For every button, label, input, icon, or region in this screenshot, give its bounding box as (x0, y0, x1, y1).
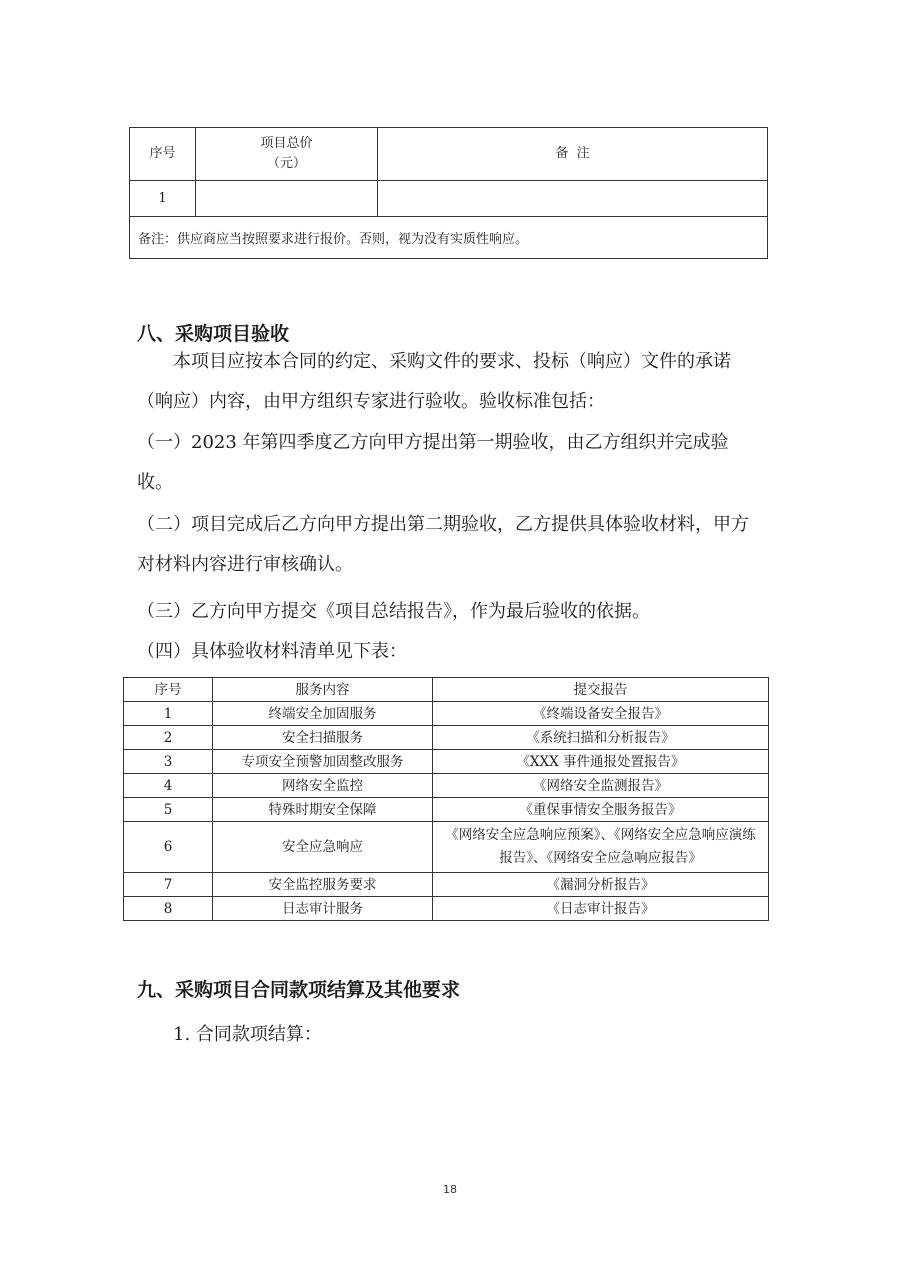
row-service: 安全应急响应 (213, 822, 433, 873)
table-row (124, 897, 769, 921)
row-report: 《网络安全应急响应预案》、《网络安全应急响应演练报告》、《网络安全应急响应报告》 (433, 822, 769, 873)
header-index: 序号 (130, 128, 196, 181)
price-table (129, 127, 768, 259)
section9-title: 九、采购项目合同款项结算及其他要求 (137, 979, 461, 1001)
row-index: 7 (124, 873, 213, 897)
row-service: 终端安全加固服务 (213, 702, 433, 726)
section9-sub1: 1. 合同款项结算： (173, 1024, 322, 1045)
acceptance-table (123, 677, 769, 921)
table-row (124, 873, 769, 897)
row-service: 安全扫描服务 (213, 726, 433, 750)
row-report: 《重保事情安全服务报告》 (433, 798, 769, 822)
acceptance-item-4: （四）具体验收材料清单见下表： (137, 641, 407, 662)
row-index: 6 (124, 822, 213, 873)
table-row (124, 798, 769, 822)
row-report: 《终端设备安全报告》 (433, 702, 769, 726)
section8-intro: 本项目应按本合同的约定、采购文件的要求、投标（响应）文件的承诺（响应）内容，由甲方组织专家进行验收。验收标准包括： (137, 351, 731, 412)
row-service: 特殊时期安全保障 (213, 798, 433, 822)
row-report: 《日志审计报告》 (433, 897, 769, 921)
row-index: 8 (124, 897, 213, 921)
header-report: 提交报告 (433, 678, 769, 702)
row-report: 《系统扫描和分析报告》 (433, 726, 769, 750)
header-index: 序号 (124, 678, 213, 702)
row-service: 网络安全监控 (213, 774, 433, 798)
table-header-row (124, 678, 769, 702)
acceptance-item-1: （一）2023 年第四季度乙方向甲方提出第一期验收，由乙方组织并完成验收。 (137, 432, 729, 493)
table-row (124, 822, 769, 873)
row-remarks (378, 181, 768, 217)
row-index: 2 (124, 726, 213, 750)
table-row (124, 750, 769, 774)
row-index: 4 (124, 774, 213, 798)
header-total-price: 项目总价 （元） (196, 128, 378, 181)
section8-title: 八、采购项目验收 (137, 323, 290, 345)
page-number: 18 (443, 1183, 457, 1196)
row-service: 专项安全预警加固整改服务 (213, 750, 433, 774)
table-row (124, 774, 769, 798)
acceptance-item-2: （二）项目完成后乙方向甲方提出第二期验收，乙方提供具体验收材料，甲方对材料内容进行审核确认。 (137, 514, 749, 575)
row-report: 《漏洞分析报告》 (433, 873, 769, 897)
header-service: 服务内容 (213, 678, 433, 702)
table-row (124, 726, 769, 750)
header-remarks: 备 注 (378, 128, 768, 181)
row-service: 安全监控服务要求 (213, 873, 433, 897)
row-index: 5 (124, 798, 213, 822)
row-total (196, 181, 378, 217)
row-report: 《XXX 事件通报处置报告》 (433, 750, 769, 774)
row-index: 3 (124, 750, 213, 774)
row-service: 日志审计服务 (213, 897, 433, 921)
price-note: 备注：供应商应当按照要求进行报价。否则，视为没有实质性响应。 (130, 217, 768, 259)
table-row (124, 702, 769, 726)
row-index: 1 (130, 181, 196, 217)
row-index: 1 (124, 702, 213, 726)
row-report: 《网络安全监测报告》 (433, 774, 769, 798)
acceptance-item-3: （三）乙方向甲方提交《项目总结报告》，作为最后验收的依据。 (137, 601, 650, 622)
